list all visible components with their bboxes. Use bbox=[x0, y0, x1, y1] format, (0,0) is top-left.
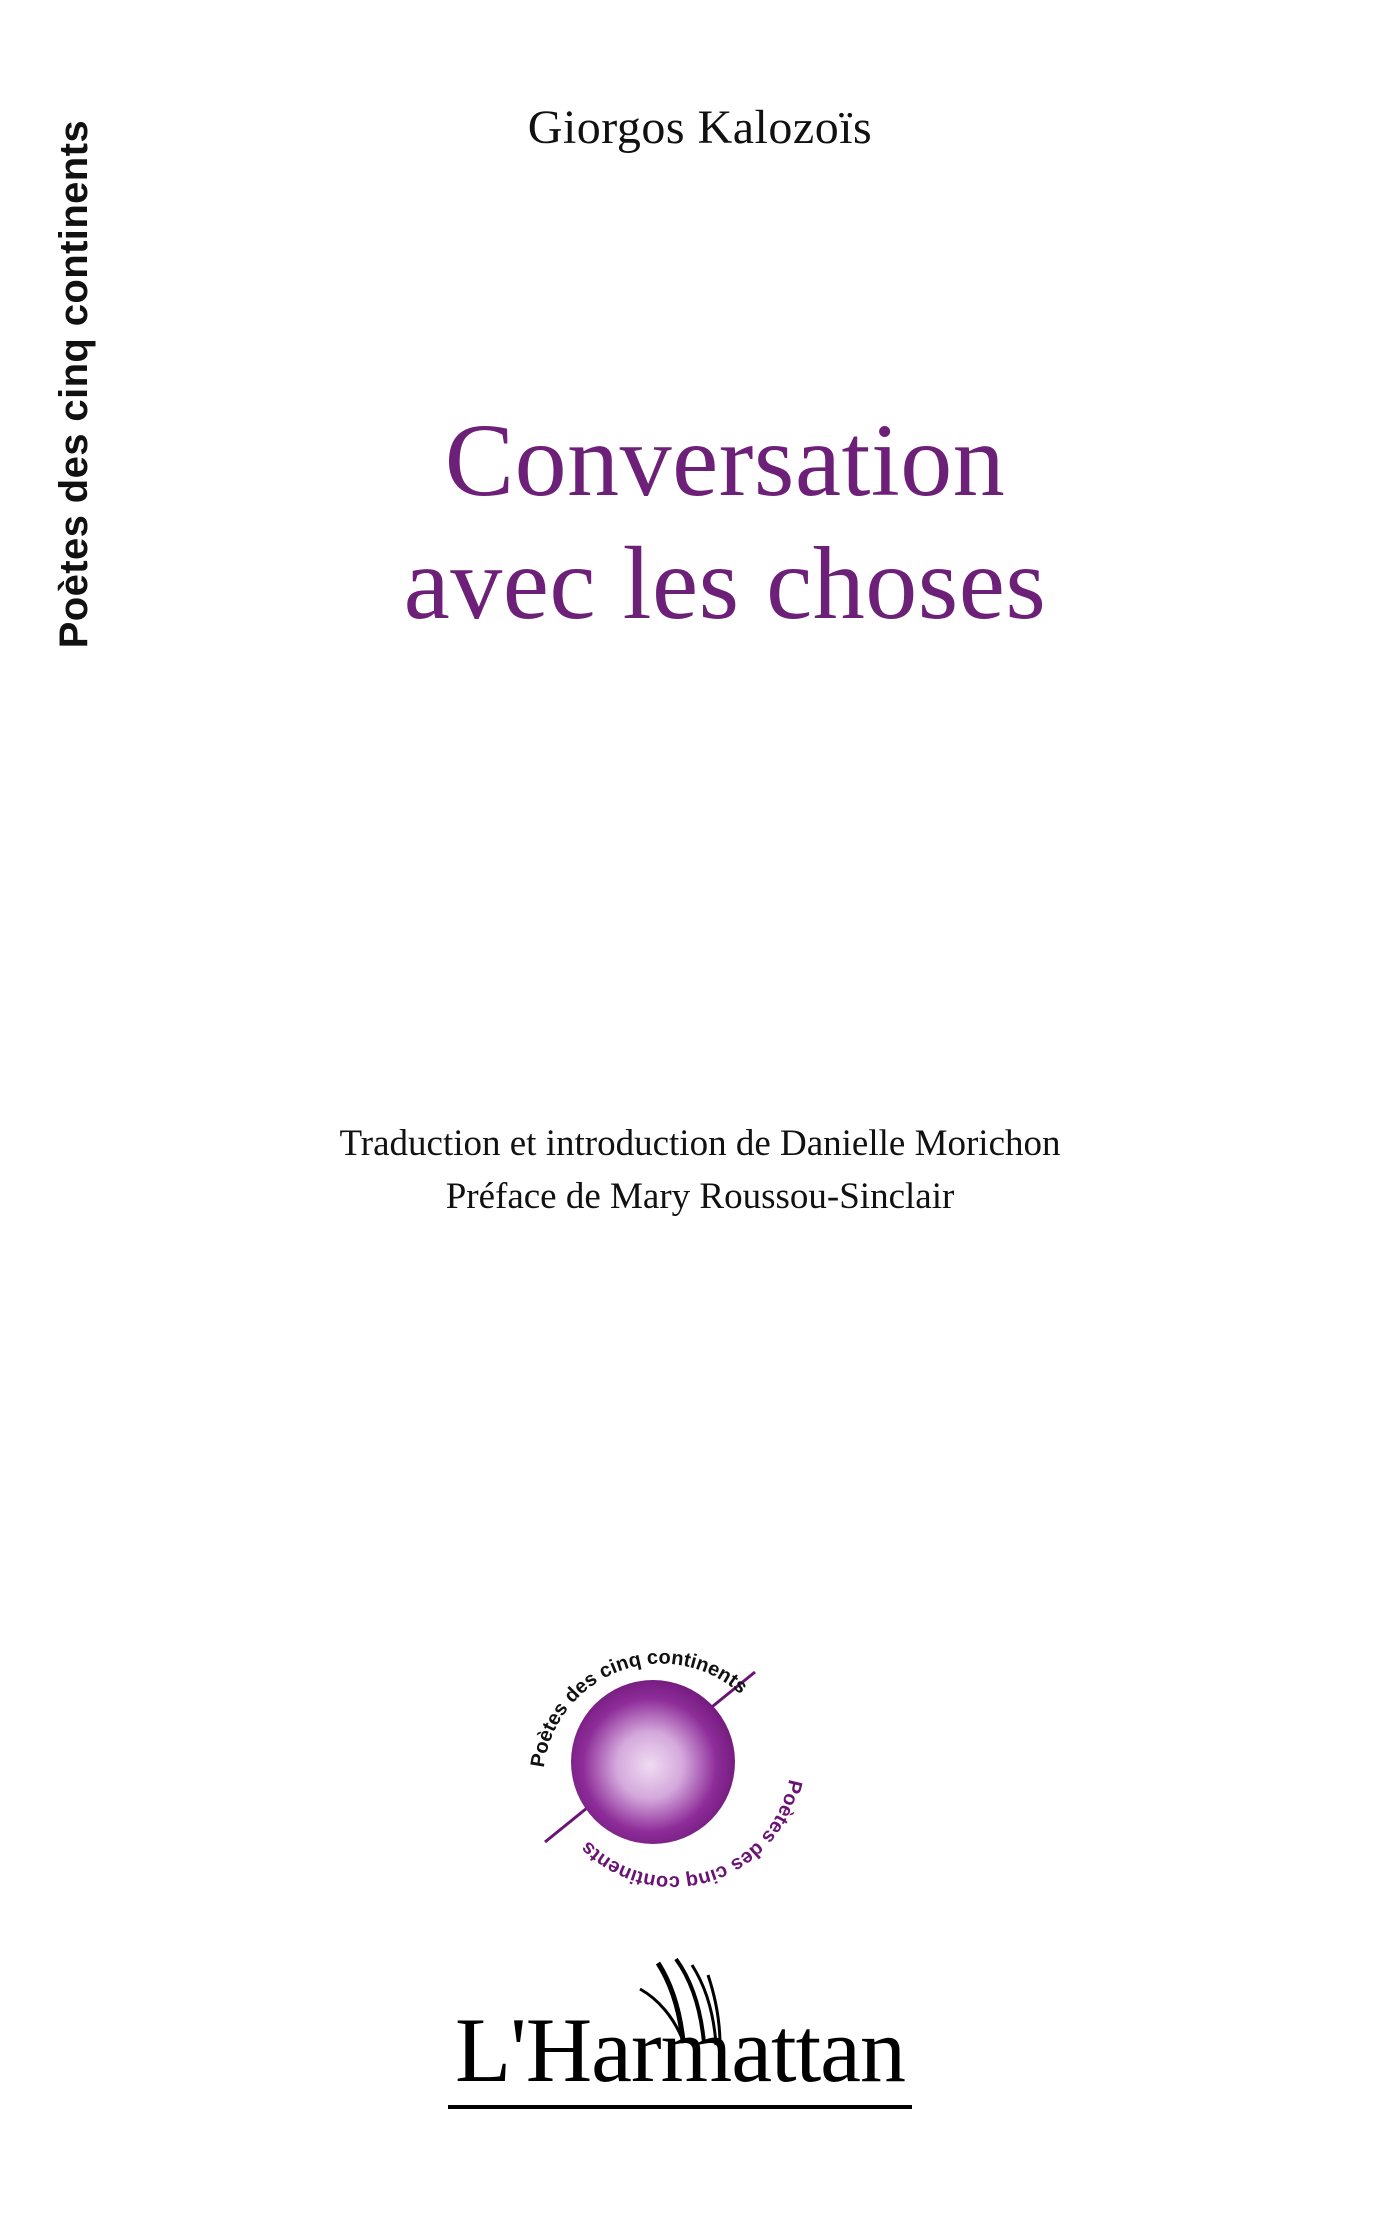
series-emblem bbox=[505, 1630, 835, 1900]
emblem-arc-bottom-text: Poètes des cinq continents bbox=[576, 1777, 806, 1894]
publisher-name: L'Harmattan bbox=[454, 1999, 906, 2101]
title-line-1: Conversation bbox=[444, 403, 1006, 518]
title-line-2: avec les choses bbox=[403, 525, 1047, 641]
author-name: Giorgos Kalozoïs bbox=[527, 101, 873, 154]
credit-preface: Préface de Mary Roussou-Sinclair bbox=[445, 1175, 955, 1217]
credit-translation: Traduction et introduction de Danielle Morichon bbox=[339, 1123, 1061, 1164]
emblem-arc-top-text: Poètes des cinq continents bbox=[526, 1646, 752, 1769]
credits-block bbox=[0, 1118, 1400, 1223]
publisher-logo bbox=[440, 1955, 920, 2145]
book-title bbox=[150, 400, 1300, 645]
emblem-sphere bbox=[571, 1680, 735, 1844]
series-title-vertical: Poètes des cinq continents bbox=[52, 120, 96, 649]
